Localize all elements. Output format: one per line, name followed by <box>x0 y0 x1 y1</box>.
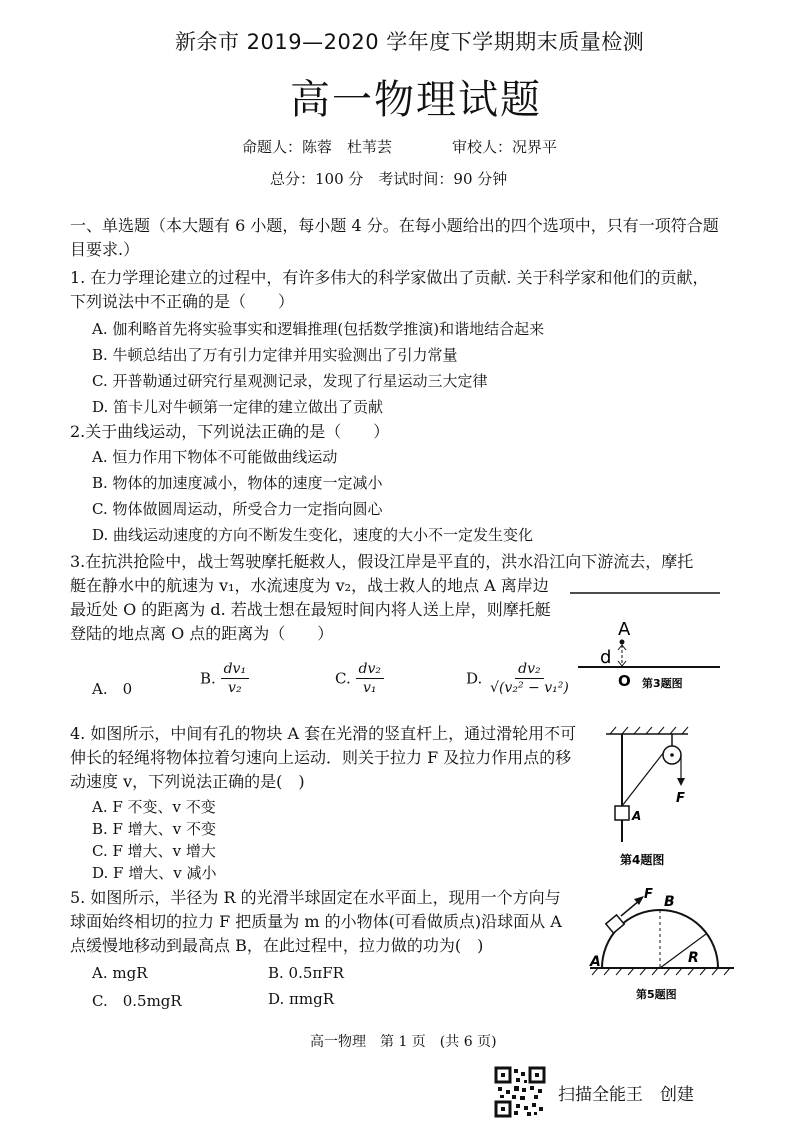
q5-label-f: F <box>644 887 653 902</box>
q5-stem: 5. 如图所示，半径为 R 的光滑半球固定在水平面上，现用一个方向与 <box>70 888 561 907</box>
q3-option-d <box>466 660 572 697</box>
q3-option-c-fraction <box>356 660 384 697</box>
q2-option-d: D. 曲线运动速度的方向不断发生变化，速度的大小不一定发生变化 <box>92 526 534 544</box>
q3-stem-cont2: 最近处 O 的距离为 d. 若战士想在最短时间内将人送上岸，则摩托艇 <box>70 600 551 619</box>
q3-stem-cont: 艇在静水中的航速为 v₁，水流速度为 v₂，战士救人的地点 A 离岸边 <box>70 576 549 595</box>
q2-option-a: A. 恒力作用下物体不可能做曲线运动 <box>92 448 338 466</box>
q1-option-c: C. 开普勒通过研究行星观测记录，发现了行星运动三大定律 <box>92 372 488 390</box>
q5-caption: 第5题图 <box>636 988 677 1001</box>
q5-label-r: R <box>688 950 699 966</box>
page-footer: 高一物理 第 1 页 (共 6 页) <box>310 1034 497 1050</box>
q3-option-c-label: C. <box>335 669 351 688</box>
q3-caption: 第3题图 <box>642 677 683 690</box>
q4-rope <box>622 752 664 806</box>
q3-label-a: A <box>618 619 631 640</box>
q3-option-b-numerator: dv₁ <box>221 660 249 679</box>
score-time-line: 总分：100 分 考试时间：90 分钟 <box>270 170 508 188</box>
q3-figure <box>570 585 730 695</box>
q1-option-a: A. 伽利略首先将实验事实和逻辑推理(包括数学推演)和谐地结合起来 <box>92 320 545 338</box>
q4-stem-cont: 伸长的轻绳将物体拉着匀速向上运动．则关于拉力 F 及拉力作用点的移 <box>70 748 572 767</box>
q5-stem-cont2: 点缓慢地移动到最高点 B，在此过程中，拉力做的功为( ) <box>70 936 484 955</box>
q3-option-c-numerator: dv₂ <box>356 660 384 679</box>
q4-label-f: F <box>676 791 685 806</box>
q4-stem: 4. 如图所示，中间有孔的物块 A 套在光滑的竖直杆上，通过滑轮用不可 <box>70 724 577 743</box>
q4-option-c: C. F 增大、v 增大 <box>92 842 216 860</box>
q3-stem: 3.在抗洪抢险中，战士驾驶摩托艇救人，假设江岸是平直的，洪水沿江向下游流去，摩托 <box>70 552 694 571</box>
q4-stem-cont2: 动速度 v，下列说法正确的是( ) <box>70 772 305 791</box>
q5-option-a: A. mgR <box>92 964 148 982</box>
q4-force-arrow <box>677 778 685 786</box>
q3-option-c <box>335 660 384 697</box>
q5-stem-cont: 球面始终相切的拉力 F 把质量为 m 的小物体(可看做质点)沿球面从 A <box>70 912 562 931</box>
q3-stem-cont3: 登陆的地点离 O 点的距离为（ ） <box>70 624 334 643</box>
q3-option-b <box>200 660 249 697</box>
q5-radius-line <box>660 934 706 968</box>
q5-option-d: D. πmgR <box>268 990 335 1008</box>
q4-figure <box>600 722 710 870</box>
q4-caption: 第4题图 <box>620 853 665 867</box>
q5-option-c: C. 0.5mgR <box>92 992 182 1010</box>
reviewer: 审校人：况界平 <box>452 138 558 156</box>
q1-option-b: B. 牛顿总结出了万有引力定律并用实验测出了引力常量 <box>92 346 458 364</box>
q4-option-d: D. F 增大、v 减小 <box>92 864 217 882</box>
q1-option-d: D. 笛卡儿对牛顿第一定律的建立做出了贡献 <box>92 398 384 416</box>
q5-label-a: A <box>590 954 601 970</box>
q5-option-b: B. 0.5πFR <box>268 964 344 982</box>
q4-option-b: B. F 增大、v 不变 <box>92 820 216 838</box>
q2-option-c: C. 物体做圆周运动，所受合力一定指向圆心 <box>92 500 383 518</box>
q3-option-c-denominator: v₁ <box>362 680 377 696</box>
section-heading-cont: 目要求.） <box>70 240 140 259</box>
q5-label-b: B <box>664 894 675 910</box>
q4-block-a <box>615 806 629 820</box>
q3-option-b-label: B. <box>200 669 216 688</box>
q5-figure <box>584 882 740 1004</box>
q4-pulley-axle <box>670 753 674 757</box>
q3-label-o: O <box>618 672 631 690</box>
qr-code-icon <box>494 1066 546 1118</box>
q3-option-b-fraction <box>221 660 249 697</box>
q3-option-a: A. 0 <box>92 680 133 698</box>
q3-option-d-numerator: dv₂ <box>515 660 543 679</box>
q3-point-a <box>620 640 625 645</box>
q3-option-b-denominator: v₂ <box>228 680 242 696</box>
q5-small-block <box>606 915 624 933</box>
q4-ceiling-hatch <box>610 727 688 734</box>
q3-option-d-fraction <box>487 660 572 697</box>
exam-header: 新余市 2019—2020 学年度下学期期末质量检测 <box>175 30 645 54</box>
q3-label-d: d <box>600 647 612 668</box>
page-title: 高一物理试题 <box>290 77 542 123</box>
q1-stem: 1. 在力学理论建立的过程中，有许多伟大的科学家做出了贡献. 关于科学家和他们的贡献， <box>70 268 709 287</box>
q3-option-d-denominator: √(v₂² − v₁²) <box>490 680 569 696</box>
q5-ground-hatch <box>592 968 730 975</box>
q4-label-a: A <box>632 809 642 823</box>
q2-option-b: B. 物体的加速度减小，物体的速度一定减小 <box>92 474 383 492</box>
q2-stem: 2.关于曲线运动，下列说法正确的是（ ） <box>70 422 390 441</box>
q1-stem-cont: 下列说法中不正确的是（ ） <box>70 292 295 311</box>
q4-option-a: A. F 不变、v 不变 <box>92 798 216 816</box>
authors: 命题人：陈蓉 杜苇芸 <box>242 138 393 156</box>
q3-option-d-label: D. <box>466 669 483 688</box>
scanner-watermark: 扫描全能王 创建 <box>558 1085 694 1105</box>
section-heading: 一、单选题（本大题有 6 小题，每小题 4 分。在每小题给出的四个选项中，只有一项符合题 <box>70 216 719 235</box>
